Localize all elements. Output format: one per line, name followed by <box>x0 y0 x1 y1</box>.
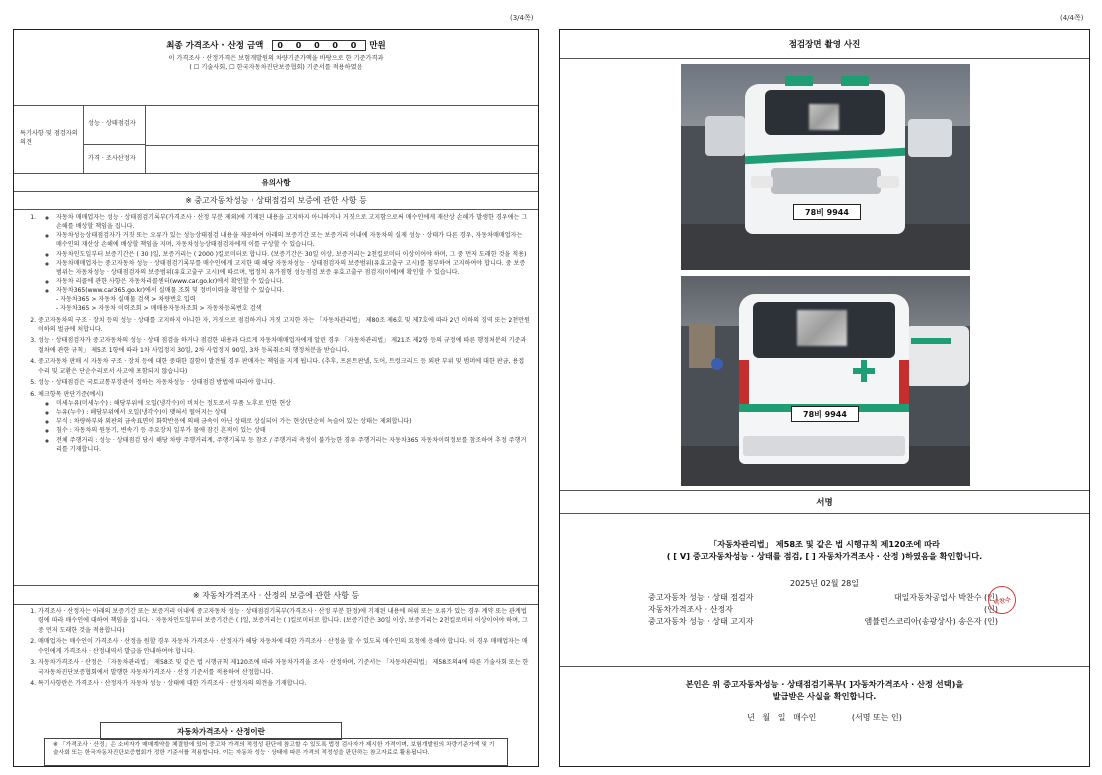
signer-name: 앰뷸런스코리아(송광상사) 송은자 (인) <box>864 617 998 626</box>
page-number-left: (3/4쪽) <box>510 14 534 22</box>
section1-body <box>20 213 530 585</box>
final-price-note-1: 이 가격조사 · 산정가격은 보험개발원의 차량기준가액을 바탕으로 한 기준가격과 <box>168 55 384 62</box>
bullet: ◦ 침수 : 자동차의 원동기, 변속기 등 주요장치 일부가 물에 잠긴 흔적이 있는 상태 <box>56 426 530 435</box>
signer-role: 자동차가격조사 · 산정자 <box>648 605 733 614</box>
section1-item <box>38 213 530 314</box>
bullet: ◦ 자동차매매업자는 중고자동차 성능 · 상태점검기록부를 매수인에게 고지한 때 해당 자동차성능 · 상태점검자의 보증범위(유효고출구 고시)를 첨부하여 고지하여야 합니다. 중 보증범위는 자동차성능 · 상태점검자의 보증범위(유효고출구 고시)에 따르며, 법정치 유가점형 성능점검 보증 유효고출구 점검지(이에)에 확인할 수 있습니다. <box>56 259 530 277</box>
bullet: ◦ 누유(누수) : 해당부위에서 오일(냉각수)이 맺혀서 떨어지는 상태 <box>56 408 530 417</box>
bullet: ◦ 자동차 리콜에 관한 사항은 자동차리콜센터(www.car.go.kr)에서 확인할 수 있습니다. <box>56 277 530 286</box>
confirm-line-1: 본인은 위 중고자동차성능 · 상태점검기록부( ]자동차가격조사 · 산정 선택)을 <box>685 679 964 689</box>
section1-item-text: 체크항목 판단기준(예시) <box>38 390 104 398</box>
notice-heading <box>14 173 538 192</box>
section1-item: 3. 성능 · 상태점검자가 중고자동차의 성능 · 상태 점검을 하거나 점검한 내용과 다르게 자동차매매업자에게 알린 경우 「자동차관리법」 제21조 제2항 등의 규정에 따른 행정처분의 기준과 절차에 관한 규칙」 제5조 1항에 따라 1차 사업정지 30일, 2차 사업정지 90일, 3차 등록취소의 행정처분을 받습니다. <box>38 336 530 355</box>
section1-item: 2. 중고자동차의 구조 · 장치 등의 성능 · 상태를 고지하지 아니한 자, 거짓으로 점검하거나 거짓 고지한 자는 「자동차관리법」 제80조 제6호 및 제7호에 따라 2년 이하의 징역 또는 2천만원 이하의 벌금에 처합니다. <box>38 316 530 335</box>
section2-item: 4. 특기사항란은 가격조사 · 산정자가 자동차 성능 · 상태에 대한 가격조사 · 산정자의 의견을 기재합니다. <box>38 679 530 688</box>
front-inspection-photo <box>681 64 970 270</box>
notice-title: 유의사항 <box>261 177 291 187</box>
photo-section-title: 점검장면 촬영 사진 <box>788 40 861 50</box>
bullet: - 자동차365 > 자동차 이력조회 > 매매용자동차조회 > 자동차등록번호 검색 <box>56 305 262 313</box>
rear-inspection-photo <box>681 276 970 486</box>
remarks-table <box>14 105 538 174</box>
final-price-section <box>14 30 538 106</box>
bullet: - 자동차365 > 자동차 실매물 검색 > 차량번호 입력 <box>56 296 196 304</box>
front-license-plate: 78비 9944 <box>793 204 861 220</box>
remarks-inspector-label: 성능 · 상태점검자 <box>88 120 136 127</box>
signer-row <box>648 592 998 604</box>
bullet: ◦ 부식 : 차량하부와 외판의 금속표면이 화학반응에 의해 금속이 아닌 상태로 상실되어 가는 현상(단순히 녹슬어 있는 상태는 제외합니다) <box>56 417 530 426</box>
rear-license-plate: 78비 9944 <box>791 406 859 422</box>
section2-title: ※ 자동차가격조사 · 산정의 보증에 관한 사항 등 <box>192 590 360 600</box>
signer-name: 대일자동차공업사 박찬수 (인) <box>893 593 998 602</box>
bottom-box-title: 자동차가격조사 · 산정이란 <box>177 726 265 736</box>
signer-role: 중고자동차 성능 · 상태 점검자 <box>648 593 754 602</box>
bullet: ◦ 자동차인도일부터 보증기간은 ( 30 )일, 보증거리는 ( 2000 )킬로미터로 합니다. (보증기간은 30일 이상, 보증거리는 2천킬로미터 이상이어야 하며, 그 중 먼저 도래한 것을 적용) <box>56 250 530 259</box>
final-price-unit: 만원 <box>369 41 386 51</box>
buyer-signature-line: 년 월 일 매수인 (서명 또는 인) <box>747 713 902 722</box>
law-statement-line-2: ( [ V] 중고자동차성능 · 상태를 점검, [ ] 자동차가격조사 · 산정 )하였음을 확인합니다. <box>666 551 983 562</box>
signer-list <box>648 592 998 628</box>
signer-row <box>648 604 998 616</box>
bullet: ◦ 1. 자동차 매매업자는 성능 · 상태점검기록부(가격조사 · 산정 부분 제외)에 기재된 내용을 고지하지 아니하거나 거짓으로 고지함으로써 매수인에게 재산상 손해가 발생한 경우에는 그 손해를 배상할 책임을 집니다. <box>56 213 530 231</box>
signer-name: (인) <box>984 605 998 614</box>
bullet: ◦ 미세누유(미세누수) : 해당부위에 오일(냉각수)이 비치는 정도로서 부품 노후로 인한 현상 <box>56 399 530 408</box>
right-page <box>559 29 1090 767</box>
section1-item <box>38 390 530 454</box>
section1-item: 5. 성능 · 상태점검은 국토교통부장관이 정하는 자동차성능 · 상태점검 방법에 따라야 합니다. <box>38 378 530 387</box>
signer-row <box>648 616 998 628</box>
bullet: ◦ 자동차365(www.car365.go.kr)에서 실매물 조회 및 정비이력을 확인할 수 있습니다. <box>56 286 530 295</box>
final-price-digits: 0 0 0 0 0 <box>272 40 366 51</box>
section2-body <box>20 607 530 715</box>
section2-item: 3. 자동차가격조사 · 산정은 「자동차관리법」 제58조 및 같은 법 시행규칙 제120조에 따라 자동차가격을 조사 · 산정하며, 기준서는 「자동차관리법」 제58조의4에 따른 기술사회 또는 한국자동차진단보증협회에서 발행한 자동차가격조사 · 산정 기준서를 적용하여 산정합니다. <box>38 658 530 677</box>
law-statement-line-1: 「자동차관리법」 제58조 및 같은 법 시행규칙 제120조에 따라 <box>709 539 940 549</box>
section2-item: 2. 매매업자는 매수인이 가격조사 · 산정을 원할 경우 자동차 가격조사 · 산정자가 해당 자동차에 대한 가격조사 · 산정을 할 수 있도록 매수인의 요청에 응해야 합니다. 이 경우 매매업자는 매수인에게 가격조사 · 산정내역서 발급을 안내하여야 합니다. <box>38 637 530 656</box>
confirm-line-2: 발급받은 사실을 확인합니다. <box>772 691 877 702</box>
signature-section-title: 서명 <box>816 498 833 508</box>
signer-role: 중고자동차 성능 · 상태 고지자 <box>648 617 754 626</box>
final-price-note-2: ( ☐ 기술사회, ☐ 한국자동차진단보증협회) 기준서를 적용하였음 <box>189 63 363 71</box>
left-page <box>13 29 539 767</box>
final-price-title: 최종 가격조사 · 산정 금액 <box>166 41 264 51</box>
signature-date: 2025년 02월 28일 <box>790 579 859 588</box>
section1-item: 4. 중고자동차 판매 시 자동차 구조 · 장치 등에 대한 중대한 결함이 발견될 경우 판매자는 책임을 지게 됩니다. (추후, 프론트판넬, 도어, 트렁크리드 등 외판 부위 및 범퍼에 대한 판금, 용접수리 및 교환은 단순수리로서 사고에 포함되지 않습니다) <box>38 357 530 376</box>
bottom-box-text: ※ 「가격조사 · 산정」은 소비자가 매매계약을 체결함에 있어 중고차 가격의 적정성 판단에 참고할 수 있도록 법정 검사자가 제시한 가격이며, 보험개발원의 차량기준가액 및 기술사회 또는 한국자동차진단보증협회가 정한 기준서를 적용합니다. 이는 자동차 성능 · 상태에 따른 가격의 적정성을 판단하는 참고자료로 활용됩니다. <box>53 742 495 757</box>
bullet: ◦ 자동차성능상태점검자가 거짓 또는 오류가 있는 성능상태점검 내용을 제공하여 아래의 보증기간 또는 보증거리 이내에 자동차의 실제 성능 · 상태가 다른 경우, 자동차매매업자는 매수인의 재산상 손해에 배상할 책임을 지며, 자동차성능상태점검자에게 이를 구상할 수 있습니다. <box>56 231 530 249</box>
remarks-label: 특기사항 및 점검자의 의견 <box>20 130 78 146</box>
bullet: ◦ 전체 주행거리 : 성능 · 상태점검 당시 해당 차량 주행거리계, 주행기록부 등 참조 / 주행거리 측정이 불가능한 경우 주행거리는 자동차365 자동차이력정보를 참조하여 추정 주행거리를 기재합니다. <box>56 436 530 454</box>
seal-text: 박찬수 <box>992 595 1012 607</box>
section1-title: ※ 중고자동차성능 · 상태점검의 보증에 관한 사항 등 <box>185 195 367 205</box>
section2-item: 1. 가격조사 · 산정자는 아래의 보증기간 또는 보증거리 이내에 중고자동차 성능 · 상태점검기록부(가격조사 · 산정 부분 한정)에 기재된 내용에 허위 또는 오류가 있는 경우 계약 또는 관계법령에 따라 매수인에 대하여 책임을 집니다. · 자동차인도일부터 보증기간은 ( )일, 보증거리는 ( )킬로미터로 합니다. (보증기간은 30일 이상, 보증거리는 2천킬로미터 이상이어야 하며, 그 중 먼저 도래한 것을 적용합니다) <box>38 607 530 635</box>
remarks-appraiser-label: 가격 · 조사산정자 <box>88 154 136 162</box>
page-number-right: (4/4쪽) <box>1060 14 1084 22</box>
